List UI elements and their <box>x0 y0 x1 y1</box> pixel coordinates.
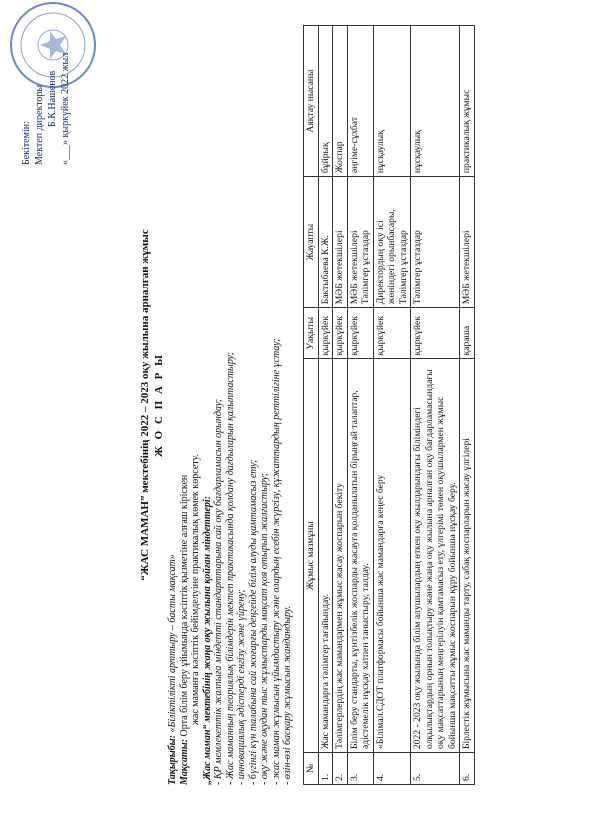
cell-responsible: Директордың оқу ісі жөніндегі орынбасары, Тәлімгер ұстаздар <box>373 177 411 308</box>
intro-section <box>167 25 294 785</box>
table-row <box>411 26 460 785</box>
cell-completion: нұсқаулық <box>373 26 411 177</box>
cell-responsible: Бактыбаева К.Ж. <box>318 177 333 308</box>
cell-work: Бірлестік жұмысына жас маманды тарту, сабақ жоспарларын жасау үлгілері <box>460 359 475 753</box>
approval-name: Б.К.Нашенов <box>47 70 58 127</box>
cell-work: Тәлімгерлердің жас мамандармен жұмыс жасау жоспарын бекіту <box>333 359 348 753</box>
cell-time: қыркүйек <box>318 308 333 359</box>
task-item: - инновациялық әдістерді енгізу және үйрену; <box>236 589 247 785</box>
cell-time: қыркүйек <box>347 308 373 359</box>
table-row <box>318 26 333 785</box>
approval-date: «___» қыркүйек 2022 жыл <box>60 52 71 165</box>
cell-number: 6. <box>460 753 475 785</box>
tasks-list <box>213 25 294 785</box>
col-header-responsible: Жауапты <box>304 177 319 308</box>
col-header-number: № <box>304 753 319 785</box>
table-header-row <box>304 26 319 785</box>
cell-time: қараша <box>460 308 475 359</box>
goal-label: Мақсаты: <box>178 738 190 785</box>
document-subtitle: Ж О С П А Р Ы <box>153 353 165 457</box>
cell-responsible: МӘБ жетекшілері <box>460 177 475 308</box>
table-row <box>333 26 348 785</box>
plan-table <box>303 25 475 785</box>
approval-block <box>20 0 72 165</box>
task-item: - оқу және оқудан тыс жұмыстарды мақсат қоя отырып жалғастыру; <box>259 472 270 785</box>
cell-number: 3. <box>347 753 373 785</box>
cell-responsible: МӘБ жетекшілері <box>333 177 348 308</box>
topic-line <box>167 25 179 785</box>
cell-time: қыркүйек <box>411 308 460 359</box>
approval-heading: Бекітемін: <box>21 121 32 165</box>
cell-completion: Жоспар <box>333 26 348 177</box>
cell-number: 4. <box>373 753 411 785</box>
col-header-completion: Аяқтау нысаны <box>304 26 319 177</box>
topic-text: «Біліктілікті арттыру – басты мақсат» <box>167 554 178 736</box>
task-item: - бүгінгі күн талабына сай жоғарғы деңгейде білім алуды қамтамасыз ету; <box>247 459 259 785</box>
col-header-work: Жұмыс мазмұны <box>304 359 319 753</box>
tasks-heading: „Жас маман“ мектебінің жаңа оқу жылына қойған міндеттері: <box>201 495 213 785</box>
cell-number: 1. <box>318 753 333 785</box>
task-item: - жас маман жұмысын ұйымдастыру және олардың есебін жүргізу, құжаттардың реттілігіне ұстау; <box>270 338 282 785</box>
cell-work: Білім беру стандарты, күнтізбелік жоспарды жасауға қолданылатын бірыңғай талаптар, әдістемелік нұсқау хатпен таныстыру, талдау. <box>347 359 373 753</box>
topic-label: Тақырыбы: <box>167 735 178 785</box>
col-header-time: Уақыты <box>304 308 319 359</box>
task-item: - өзін-өзі басқару жұмысын жандандыру. <box>282 605 293 785</box>
table-row <box>347 26 373 785</box>
cell-completion: әңгіме-сұхбат <box>347 26 373 177</box>
cell-number: 5. <box>411 753 460 785</box>
cell-completion: практикалық жұмыс <box>460 26 475 177</box>
cell-work: «Білімал.СДОТ платформасы бойынша жас мамандарға кеңес беру <box>373 359 411 753</box>
table-row <box>460 26 475 785</box>
cell-work: Жас мамандарға тәлімгер тағайындау. <box>318 359 333 753</box>
approval-position: Мектеп директоры <box>34 84 45 165</box>
cell-time: қыркүйек <box>373 308 411 359</box>
cell-completion: бұйрық <box>318 26 333 177</box>
task-item: - ҚР мемлекеттік жалпыға міндетті стандарттарына сай оқу бағдарламасын орындау; <box>213 398 224 785</box>
goal-line-2: жас маманға кәсіптік бейімделуіне практикалық көмек көрсету. <box>190 453 201 725</box>
cell-time: қыркүйек <box>333 308 348 359</box>
cell-responsible: МӘБ жетекшілері Тәлімгер ұстаздар <box>347 177 373 308</box>
cell-number: 2. <box>333 753 348 785</box>
goal-line <box>179 25 191 785</box>
task-item: - Жас маманның теориялық білімдерін мектеп практикасында қолдану дағдыларын қалыптастыру; <box>224 351 236 785</box>
cell-responsible: Тәлімгер ұстаздар <box>411 177 460 308</box>
table-row <box>373 26 411 785</box>
document-title: “ЖАС МАМАН” мектебінің 2022 – 2023 оқу жылына арналған жұмыс <box>139 229 151 581</box>
cell-completion: нұсқаулық <box>411 26 460 177</box>
goal-text: Орта білім беру ұйымында кәсіптік қызметіне алғаш кіріскен <box>178 474 190 739</box>
cell-work: 2022 - 2023 оқу жылында білім алушылардың өткен оқу жылдарындағы біліміндегі олқылықтардың орнын толықтыру және жаңа оқу жылына арналған оқу бағдарламасындағы оқу мақсаттарының меңгерілуін қамтамасыз ету, үлгерімі төмен оқушылармен жұмыс бойынша мақсатты жұмыс жоспарын құру бойынша нұсқау беру. <box>411 359 460 753</box>
